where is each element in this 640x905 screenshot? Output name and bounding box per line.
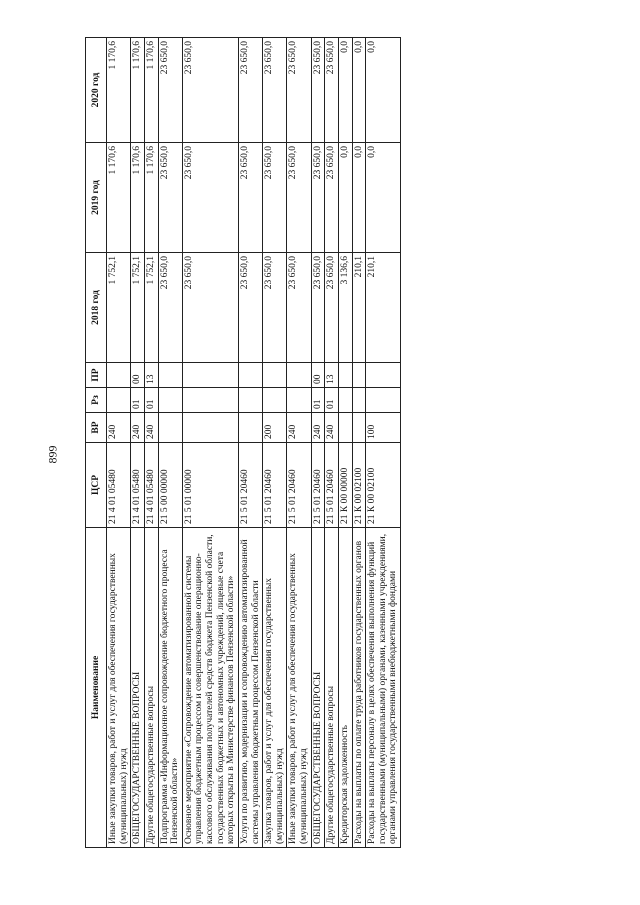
- cell-y2018: 23 650,0: [311, 253, 325, 363]
- cell-pr: [182, 363, 238, 388]
- cell-csr: 21 4 01 05480: [131, 443, 145, 528]
- cell-vr: 240: [311, 413, 325, 443]
- table-row: [366, 38, 401, 848]
- table-row: [325, 38, 339, 848]
- cell-rz: 01: [131, 388, 145, 413]
- cell-pr: 13: [144, 363, 158, 388]
- cell-csr: 21 5 00 00000: [158, 443, 182, 528]
- cell-pr: [238, 363, 262, 388]
- cell-pr: [263, 363, 287, 388]
- cell-y2019: 23 650,0: [263, 143, 287, 253]
- cell-y2020: 23 650,0: [182, 38, 238, 143]
- cell-csr: 21 5 01 20460: [263, 443, 287, 528]
- cell-name: Расходы на выплаты персоналу в целях обеспечения выполнения функций государственными (муниципальными) органами, казенными учреждениями, органами управления государственными внебюджетными фондами: [366, 528, 401, 848]
- table-row: [131, 38, 145, 848]
- cell-rz: [366, 388, 401, 413]
- cell-rz: 01: [144, 388, 158, 413]
- table-row: [338, 38, 352, 848]
- cell-csr: 21 5 01 20460: [325, 443, 339, 528]
- cell-rz: [107, 388, 131, 413]
- cell-pr: [287, 363, 311, 388]
- cell-y2018: 210,1: [352, 253, 366, 363]
- cell-vr: 240: [144, 413, 158, 443]
- cell-y2019: 23 650,0: [311, 143, 325, 253]
- cell-y2018: 1 752,1: [107, 253, 131, 363]
- cell-y2020: 23 650,0: [158, 38, 182, 143]
- rotated-table-wrapper: [85, 38, 555, 848]
- cell-vr: [352, 413, 366, 443]
- cell-y2020: 0,0: [366, 38, 401, 143]
- cell-y2019: 23 650,0: [287, 143, 311, 253]
- table-header-row: [86, 38, 107, 848]
- cell-csr: 21 К 00 02100: [366, 443, 401, 528]
- cell-vr: 240: [287, 413, 311, 443]
- page-number: 899: [45, 445, 60, 464]
- cell-pr: [158, 363, 182, 388]
- cell-y2019: 0,0: [338, 143, 352, 253]
- cell-name: Подпрограмма «Информационное сопровождение бюджетного процесса Пензенской области»: [158, 528, 182, 848]
- cell-vr: 240: [325, 413, 339, 443]
- cell-y2018: 1 752,1: [131, 253, 145, 363]
- cell-y2020: 23 650,0: [311, 38, 325, 143]
- cell-y2020: 1 170,6: [131, 38, 145, 143]
- cell-csr: 21 4 01 05480: [107, 443, 131, 528]
- header-vr: ВР: [86, 413, 107, 443]
- cell-csr: 21 К 00 00000: [338, 443, 352, 528]
- cell-name: Иные закупки товаров, работ и услуг для обеспечения государственных (муниципальных) нужд: [287, 528, 311, 848]
- cell-name: Закупка товаров, работ и услуг для обеспечения государственных (муниципальных) нужд: [263, 528, 287, 848]
- cell-rz: [338, 388, 352, 413]
- cell-y2018: 23 650,0: [287, 253, 311, 363]
- cell-y2020: 0,0: [352, 38, 366, 143]
- cell-y2018: 3 136,6: [338, 253, 352, 363]
- header-2018: 2018 год: [86, 253, 107, 363]
- cell-csr: 21 5 01 20460: [238, 443, 262, 528]
- cell-y2020: 23 650,0: [238, 38, 262, 143]
- cell-vr: [238, 413, 262, 443]
- cell-y2019: 0,0: [366, 143, 401, 253]
- table-row: [263, 38, 287, 848]
- cell-name: Услуги по развитию, модернизации и сопровождению автоматизированной системы управления бюджетным процессом Пензенской области: [238, 528, 262, 848]
- cell-name: Кредиторская задолженность: [338, 528, 352, 848]
- table-row: [144, 38, 158, 848]
- cell-y2018: 23 650,0: [325, 253, 339, 363]
- cell-y2020: 0,0: [338, 38, 352, 143]
- cell-rz: [182, 388, 238, 413]
- cell-y2018: 23 650,0: [263, 253, 287, 363]
- cell-pr: 13: [325, 363, 339, 388]
- cell-csr: 21 К 00 02100: [352, 443, 366, 528]
- cell-y2019: 0,0: [352, 143, 366, 253]
- cell-pr: [352, 363, 366, 388]
- cell-y2018: 23 650,0: [158, 253, 182, 363]
- table-row: [182, 38, 238, 848]
- header-rz: Рз: [86, 388, 107, 413]
- cell-csr: 21 4 01 05480: [144, 443, 158, 528]
- cell-pr: 00: [131, 363, 145, 388]
- cell-rz: [263, 388, 287, 413]
- cell-y2020: 23 650,0: [263, 38, 287, 143]
- cell-vr: [182, 413, 238, 443]
- header-pr: ПР: [86, 363, 107, 388]
- cell-y2019: 23 650,0: [158, 143, 182, 253]
- cell-name: Другие общегосударственные вопросы: [144, 528, 158, 848]
- cell-vr: 240: [131, 413, 145, 443]
- cell-vr: 200: [263, 413, 287, 443]
- cell-vr: 100: [366, 413, 401, 443]
- cell-y2019: 1 170,6: [144, 143, 158, 253]
- cell-y2018: 23 650,0: [238, 253, 262, 363]
- cell-y2019: 1 170,6: [131, 143, 145, 253]
- cell-name: Другие общегосударственные вопросы: [325, 528, 339, 848]
- table-row: [352, 38, 366, 848]
- table-body: [107, 38, 401, 848]
- cell-y2019: 1 170,6: [107, 143, 131, 253]
- cell-y2018: 210,1: [366, 253, 401, 363]
- cell-vr: 240: [107, 413, 131, 443]
- cell-y2019: 23 650,0: [182, 143, 238, 253]
- budget-table: [85, 37, 401, 848]
- cell-y2020: 1 170,6: [144, 38, 158, 143]
- cell-csr: 21 5 01 20460: [287, 443, 311, 528]
- header-2020: 2020 год: [86, 38, 107, 143]
- cell-y2020: 23 650,0: [325, 38, 339, 143]
- table-row: [158, 38, 182, 848]
- cell-name: Расходы на выплаты по оплате труда работников государственных органов: [352, 528, 366, 848]
- table-row: [238, 38, 262, 848]
- cell-y2020: 1 170,6: [107, 38, 131, 143]
- cell-name: ОБЩЕГОСУДАРСТВЕННЫЕ ВОПРОСЫ: [311, 528, 325, 848]
- cell-y2018: 1 752,1: [144, 253, 158, 363]
- header-name: Наименование: [86, 528, 107, 848]
- cell-pr: [366, 363, 401, 388]
- cell-rz: [158, 388, 182, 413]
- cell-rz: [352, 388, 366, 413]
- cell-rz: 01: [325, 388, 339, 413]
- cell-y2019: 23 650,0: [238, 143, 262, 253]
- table-row: [311, 38, 325, 848]
- cell-rz: [287, 388, 311, 413]
- cell-rz: 01: [311, 388, 325, 413]
- cell-csr: 21 5 01 20460: [311, 443, 325, 528]
- cell-y2020: 23 650,0: [287, 38, 311, 143]
- cell-pr: [107, 363, 131, 388]
- cell-rz: [238, 388, 262, 413]
- header-csr: ЦСР: [86, 443, 107, 528]
- cell-pr: 00: [311, 363, 325, 388]
- cell-pr: [338, 363, 352, 388]
- cell-vr: [158, 413, 182, 443]
- table-row: [107, 38, 131, 848]
- cell-y2018: 23 650,0: [182, 253, 238, 363]
- cell-csr: 21 5 01 00000: [182, 443, 238, 528]
- cell-vr: [338, 413, 352, 443]
- cell-name: Иные закупки товаров, работ и услуг для обеспечения государственных (муниципальных) нужд: [107, 528, 131, 848]
- cell-y2019: 23 650,0: [325, 143, 339, 253]
- header-2019: 2019 год: [86, 143, 107, 253]
- table-row: [287, 38, 311, 848]
- cell-name: ОБЩЕГОСУДАРСТВЕННЫЕ ВОПРОСЫ: [131, 528, 145, 848]
- cell-name: Основное мероприятие «Сопровождение автоматизированной системы управления бюджетным процессом и совершенствование операционно-кассового обслуживания получателей средств бюджета Пензенской области, государственных бюджетных и автономных учреждений, лицевые счета которых открыты в Министерстве финансов Пензенской области»: [182, 528, 238, 848]
